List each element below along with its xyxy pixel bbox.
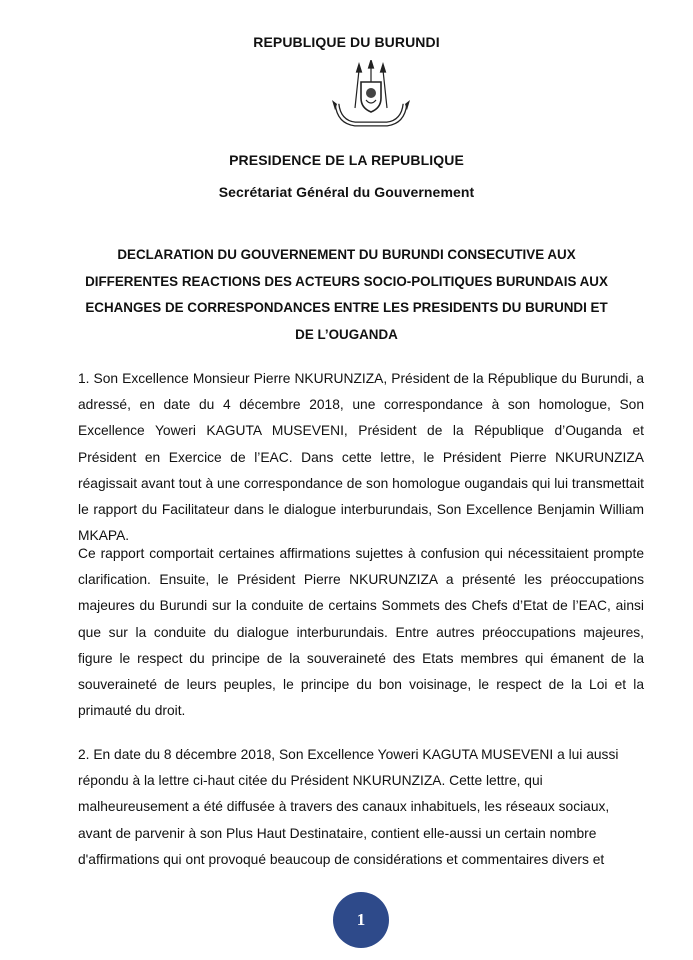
coat-of-arms-icon <box>329 60 413 130</box>
page-number-badge: 1 <box>333 892 389 948</box>
title-line: DE L’OUGANDA <box>295 326 398 342</box>
country-header: REPUBLIQUE DU BURUNDI <box>253 34 440 50</box>
body-paragraph: 1. Son Excellence Monsieur Pierre NKURUNZIZA, Président de la République du Burundi, a adressé, en date du 4 décembre 2018, une correspondance à son homologue, Son Excellence Yoweri KAGUTA MUSEVENI, Président de la République d’Ouganda et Président en Exercice de l’EAC. Dans cette lettre, le Président Pierre NKURUNZIZA réagissait avant tout à une correspondance de son homologue ougandais qui lui transmettait le rapport du Facilitateur dans le dialogue interburundais, Son Excellence Benjamin William MKAPA. <box>78 371 644 544</box>
declaration-title <box>60 242 633 348</box>
presidency-header: PRESIDENCE DE LA REPUBLIQUE <box>229 152 464 168</box>
body-paragraph: Ce rapport comportait certaines affirmations sujettes à confusion qui nécessitaient prompte clarification. Ensuite, le Président Pierre NKURUNZIZA a présenté les préoccupations majeures du Burundi sur la conduite de certains Sommets des Chefs d’Etat de l’EAC, ainsi que sur la conduite du dialogue interburundais. Entre autres préoccupations majeures, figure le respect du principe de la souveraineté des Etats membres qui émanent de la souveraineté de leurs peuples, le principe du bon voisinage, le respect de la Loi et la primauté du droit. <box>78 546 644 719</box>
title-line: DECLARATION DU GOUVERNEMENT DU BURUNDI CONSECUTIVE AUX <box>117 247 576 262</box>
title-line: DIFFERENTES REACTIONS DES ACTEURS SOCIO-POLITIQUES BURUNDAIS AUX <box>85 273 608 289</box>
title-line: ECHANGES DE CORRESPONDANCES ENTRE LES PRESIDENTS DU BURUNDI ET <box>85 300 608 315</box>
secretariat-header: Secrétariat Général du Gouvernement <box>218 184 475 200</box>
body-paragraph: 2. En date du 8 décembre 2018, Son Excellence Yoweri KAGUTA MUSEVENI a lui aussi répondu à la lettre ci-haut citée du Président NKURUNZIZA. Cette lettre, qui malheureusement a été diffusée à travers des canaux inhabituels, les réseaux sociaux, avant de parvenir à son Plus Haut Destinataire, contient elle-aussi un certain nombre d'affirmations qui ont provoqué beaucoup de considérations et commentaires divers et <box>78 747 619 867</box>
